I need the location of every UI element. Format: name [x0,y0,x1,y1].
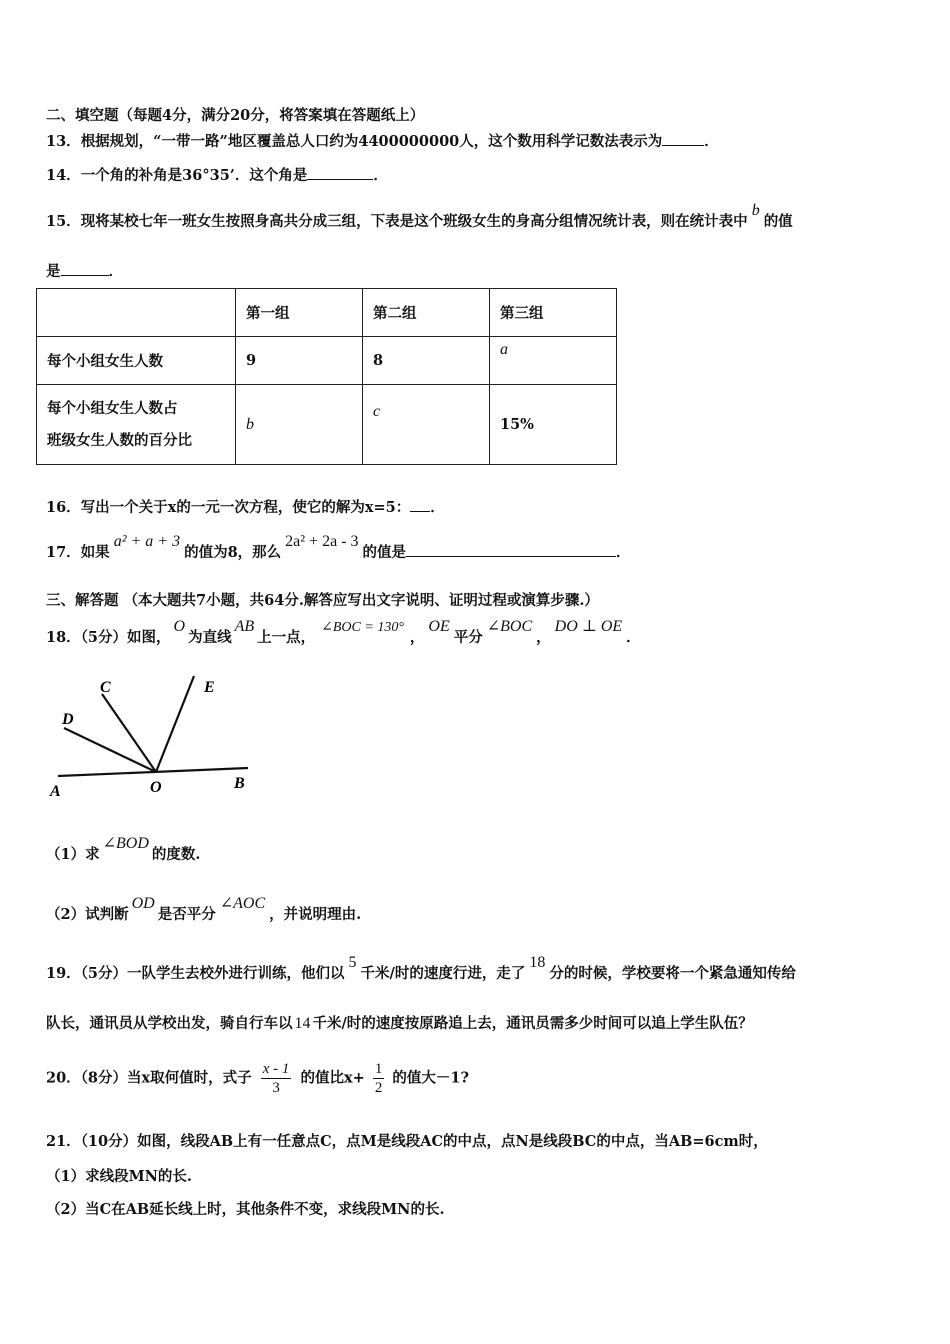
q18-t3: 上一点， [257,629,316,646]
table-cell-a: a [500,341,508,358]
q14-number: 14． [46,167,81,184]
q18-sub1 [46,835,201,864]
label-C: C [100,679,111,696]
q18-sub2-mid: 是否平分 [157,906,216,923]
question-14 [46,164,388,185]
q20-frac1-den: 3 [272,1080,280,1096]
question-15 [46,202,793,231]
table-header-row [37,289,617,337]
q19-speed: 5 [348,954,357,971]
q14-text: 一个角的补角是36°35’．这个角是 [80,167,308,184]
section3-title: 三、解答题 （本大题共7小题，共64分.解答应写出文字说明、证明过程或演算步骤.） [46,592,599,609]
q18-t1: 如图， [127,629,171,646]
table-header-cell: 第二组 [363,289,490,337]
table-cell [490,337,617,385]
q16-blank [410,497,430,512]
table-cell: 9 [236,337,363,385]
q18-sub1-math: ∠BOD [102,835,149,852]
q18-sub2-pre: （2）试判断 [46,906,129,923]
q20-t3: 的值大－1? [392,1069,469,1087]
q14-blank [307,165,373,180]
question-18 [46,618,641,647]
q18-end: ． [626,629,641,646]
q18-O: O [173,618,186,635]
q17-expr2: 2a² + 2a - 3 [285,533,359,550]
q18-angle: ∠BOC = 130° [321,620,404,635]
table-cell: 8 [363,337,490,385]
q20-frac2-num: 1 [374,1061,383,1077]
table-row [37,337,617,385]
q18-sub2-post: ，并说明理由. [269,906,362,923]
table-header-cell: 第一组 [236,289,363,337]
q21-text: 如图，线段AB上有一任意点C，点M是线段AC的中点，点N是线段BC的中点，当AB=6cm时， [137,1133,768,1150]
q15-tail: 的值 [763,213,793,230]
q18-comma: ， [409,629,425,646]
q21-number: 21． [46,1133,81,1150]
q17-expr1: a² + a + 3 [113,533,181,550]
stats-table [36,288,617,465]
q17-mid: 的值为8，那么 [184,544,282,561]
q16-end: ． [430,499,445,516]
question-15-line2 [46,260,123,281]
row-label-line1: 每个小组女生人数占 [47,399,178,417]
question-19-line2 [46,1012,753,1033]
table-cell [363,385,490,465]
q15-text: 现将某校七年一班女生按照身高共分成三组，下表是这个班级女生的身高分组情况统计表，则在统计表中 [80,213,748,230]
q19-t1: 一队学生去校外进行训练，他们以 [127,965,345,982]
q18-sub2 [46,895,362,924]
section2-title: 二、填空题（每题4分，满分20分，将答案填在答题纸上） [46,107,425,124]
q21-sub2: （2）当C在AB延长线上时，其他条件不变，求线段MN的长. [46,1201,445,1218]
q18-t2: 为直线 [188,629,232,646]
q18-comma: ， [536,629,551,646]
q17-blank [406,542,616,557]
q14-end: ． [373,167,388,184]
table-cell: 15% [490,385,617,465]
q19-t2: 千米/时的速度行进，走了 [360,965,526,982]
q16-number: 16． [46,499,81,516]
q21-score: （10分） [80,1133,138,1150]
question-13 [46,130,719,151]
q18-number: 18． [46,629,81,646]
table-corner-cell [37,289,236,337]
q18-AB: AB [234,618,255,635]
table-header-cell: 第三组 [490,289,617,337]
q15-number: 15． [46,213,81,230]
q15-var-b: b [751,202,760,219]
label-A: A [50,783,61,800]
question-21 [46,1130,768,1151]
q18-score: （5分） [80,629,128,646]
label-B: B [234,775,245,792]
q18-perp: DO ⊥ OE [554,618,623,635]
ray-OD [64,728,156,772]
q15-end: ． [108,263,123,280]
q19-bike: 14 [294,1015,311,1032]
q18-OE: OE [428,618,450,635]
q20-frac2-den: 2 [374,1080,383,1096]
q18-t4: 平分 [453,629,483,646]
q17-post: 的值是 [362,544,407,561]
q18-BOC: ∠BOC [486,618,533,635]
ray-OE [156,676,194,772]
table-cell [236,385,363,465]
question-17 [46,533,631,562]
question-16 [46,496,445,517]
q13-end: ． [704,133,719,150]
q18-sub1-post: 的度数. [151,846,201,863]
angle-figure [44,668,264,808]
q20-fraction-2 [373,1060,385,1097]
table-row-label: 每个小组女生人数 [37,337,236,385]
label-O: O [150,779,162,796]
table-row-label [37,385,236,465]
q20-number: 20． [46,1069,81,1087]
q20-score: （8分） [80,1069,128,1087]
q15-line2-text: 是 [46,263,61,280]
table-row [37,385,617,465]
q18-sub2-OD: OD [131,895,155,912]
q20-fraction-1 [261,1060,292,1097]
table-cell-b: b [246,415,254,433]
row-label-line2: 班级女生人数的百分比 [47,431,192,449]
q13-text: 根据规划，“一带一路”地区覆盖总人口约为4400000000人，这个数用科学记数法表示为 [80,133,663,150]
table-cell-c: c [373,403,381,420]
q20-t1: 当x取何值时，式子 [127,1069,252,1087]
q19-minutes: 18 [529,954,546,971]
q13-blank [662,131,704,146]
question-20 [46,1060,469,1097]
q16-text: 写出一个关于x的一元一次方程，使它的解为x=5： [80,499,411,516]
label-D: D [62,711,74,728]
q19-t3: 分的时候，学校要将一个紧急通知传给 [549,965,796,982]
q20-t2: 的值比x+ [300,1069,365,1087]
q19-line2b: 千米/时的速度按原路追上去，通讯员需多少时间可以追上学生队伍？ [312,1015,753,1032]
q19-line2a: 队长，通讯员从学校出发，骑自行车以 [46,1015,293,1032]
question-19 [46,954,796,983]
q18-sub1-pre: （1）求 [46,846,100,863]
q18-sub2-AOC: ∠AOC [219,895,266,912]
q17-number: 17． [46,544,81,561]
q13-number: 13． [46,133,81,150]
label-E: E [204,679,215,696]
q15-blank [61,261,109,276]
q17-end: ． [616,544,631,561]
q21-sub1: （1）求线段MN的长. [46,1168,192,1185]
q20-frac1-num: x - 1 [262,1061,290,1077]
q19-number: 19． [46,965,81,982]
q17-pre: 如果 [80,544,110,561]
q19-score: （5分） [80,965,128,982]
